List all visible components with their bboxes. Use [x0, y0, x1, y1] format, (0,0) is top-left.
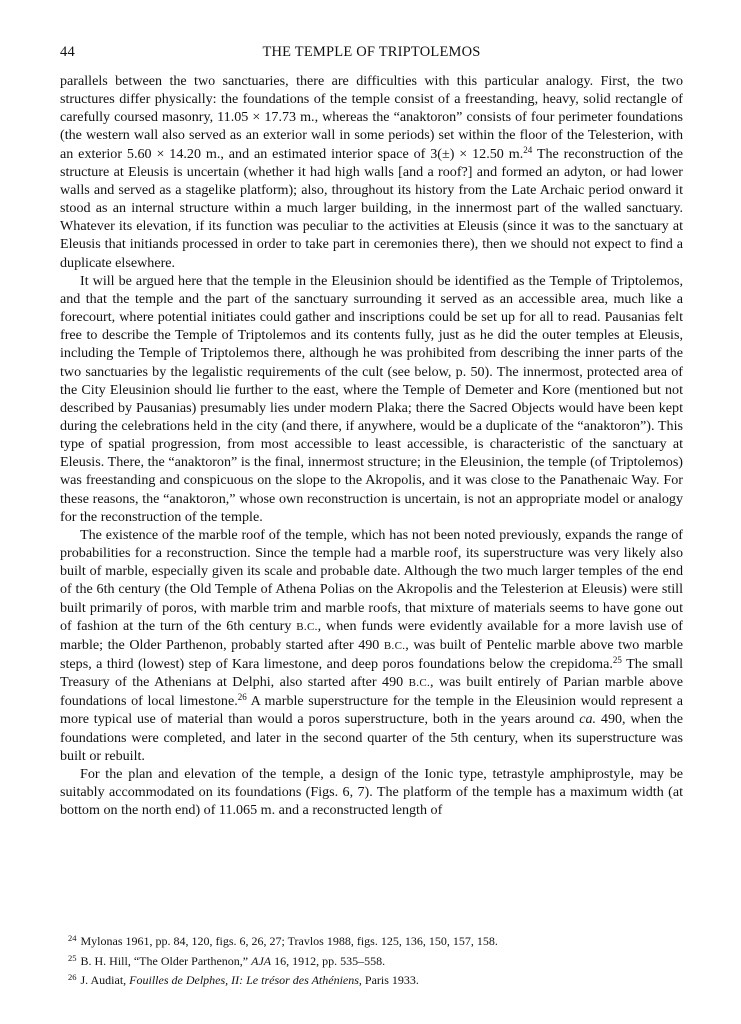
- paragraph-1: [60, 72, 683, 272]
- footnotes: [60, 930, 683, 989]
- paragraph-3-text-d: The small Treasury of the Athenians at Delphi, also started after 490: [60, 656, 683, 691]
- footnote-text: J. Audiat,: [80, 973, 130, 987]
- footnote-text: Paris 1933.: [361, 973, 419, 987]
- circa-abbrev: ca.: [579, 711, 597, 728]
- paragraph-4: For the plan and elevation of the temple, a design of the Ionic type, tetrastyle amphiprostyle, may be suitably accommodated on its foundations (Figs. 6, 7). The platform of the temple has a maximum width (at bottom on the north end) of 11.065 m. and a reconstructed length of: [60, 765, 683, 819]
- footnote-number: 25: [68, 952, 77, 963]
- paragraph-3-text-g: 490, when the foundations were completed, and later in the second quarter of the 5th century, when its superstructure was built or rebuilt.: [60, 711, 683, 764]
- footnote-text: 16, 1912, pp. 535–558.: [271, 953, 386, 968]
- era-abbrev: B.C.: [296, 620, 318, 633]
- paragraph-1-text-b: The reconstruction of the structure at Eleusis is uncertain (whether it had high walls [and a roof?] and formed an adyton, or had lower walls and served as a stagelike platform); also, throughout its history from the Late Archaic period onward it stood as an internal structure within a much larger building, in the innermost part of the walled sanctuary. Whatever its elevation, if its function was peculiar to the activities at Eleusis (since it was to the sanctuary at Eleusis that initiands processed in order to take part in ceremonies there), then we should not expect to find a duplicate elsewhere.: [60, 145, 684, 271]
- footnote-25: [60, 950, 683, 970]
- paragraph-3: [60, 526, 683, 765]
- paragraph-3-text-c: , was built of Pentelic marble above two marble steps, a third (lowest) step of Kara limestone, and deep poros foundations below the crepidoma.: [60, 636, 683, 672]
- era-abbrev: B.C.: [383, 639, 406, 652]
- paragraph-3-text-b: , when funds were evidently available for a more lavish use of marble; the Older Parthenon, probably started after 490: [60, 617, 683, 653]
- journal-title: AJA: [251, 953, 272, 968]
- paragraph-3-text-a: The existence of the marble roof of the temple, which has not been noted previously, expands the range of probabilities for a reconstruction. Since the temple had a marble roof, its superstructure was very likely also built of marble, especially given its scale and probable date. Although the two much larger temples of the end of the 6th century (the Old Temple of Athena Polias on the Akropolis and the Telesterion at Eleusis) were still built primarily of poros, with marble trim and marble roofs, that mixture of materials seems to have gone out of fashion at the turn of the 6th century: [60, 526, 683, 634]
- footnote-number: 24: [68, 933, 77, 943]
- book-title: Fouilles de Delphes, II: Le trésor des Athéniens,: [129, 973, 362, 987]
- footnote-ref-26[interactable]: 26: [237, 692, 247, 703]
- footnote-ref-24[interactable]: 24: [523, 144, 533, 155]
- page-number: 44: [60, 44, 75, 60]
- footnote-text: Mylonas 1961, pp. 84, 120, figs. 6, 26, 27; Travlos 1988, figs. 125, 136, 150, 157, 158.: [80, 934, 498, 948]
- footnote-text: B. H. Hill, “The Older Parthenon,”: [80, 953, 252, 968]
- footnote-number: 26: [68, 972, 77, 982]
- paragraph-3-text-f: A marble superstructure for the temple in the Eleusinion would represent a more typical use of material than would a poros superstructure, both in the years around: [60, 693, 683, 728]
- paragraph-1-text-a: parallels between the two sanctuaries, there are difficulties with this particular analogy. First, the two structures differ physically: the foundations of the temple consist of a freestanding, heavy, solid rectangle of carefully coursed masonry, 11.05 × 17.73 m., whereas the “anaktoron” consists of four perimeter foundations (the western wall also served as an exterior wall in some periods) set within the floor of the Telesterion, with an exterior 5.60 × 14.20 m., and an estimated interior space of 3(±) × 12.50 m.: [60, 73, 683, 162]
- footnote-24: [60, 930, 683, 950]
- era-abbrev: B.C.: [408, 677, 431, 690]
- running-title: THE TEMPLE OF TRIPTOLEMOS: [262, 44, 481, 60]
- page-header: [60, 44, 683, 64]
- footnote-26: [60, 969, 683, 989]
- paragraph-2: It will be argued here that the temple in the Eleusinion should be identified as the Temple of Triptolemos, and that the temple and the part of the sanctuary surrounding it served as an accessible area, much like a forecourt, where potential initiates could gather and inscriptions could be set up for all to read. Pausanias felt free to describe the Temple of Triptolemos and its contents fully, just as he did the outer temples at Eleusis, including the Temple of Triptolemos there, although he was prohibited from describing the inner parts of the two sanctuaries by the legalistic requirements of the cult (see below, p. 50). The innermost, protected area of the City Eleusinion should lie further to the east, where the Temple of Demeter and Kore (mentioned but not described by Pausanias) presumably lies under modern Plaka; there the Sacred Objects would have been kept during the celebrations held in the city (and there, if anywhere, would be a duplicate of the “anaktoron”). This type of spatial progression, from most accessible to least accessible, is characteristic of the sanctuary at Eleusis. There, the “anaktoron” is the final, innermost structure; in the Eleusinion, the temple (of Triptolemos) was freestanding and conspicuous on the slope to the Akropolis, and it was close to the Panathenaic Way. For these reasons, the “anaktoron,” whose own reconstruction is uncertain, is not an appropriate model or analogy for the reconstruction of the temple.: [60, 272, 683, 525]
- paragraph-3-text-e: , was built entirely of Parian marble above foundations of local limestone.: [60, 674, 683, 710]
- footnote-ref-25[interactable]: 25: [612, 655, 622, 665]
- body-text: [60, 72, 683, 819]
